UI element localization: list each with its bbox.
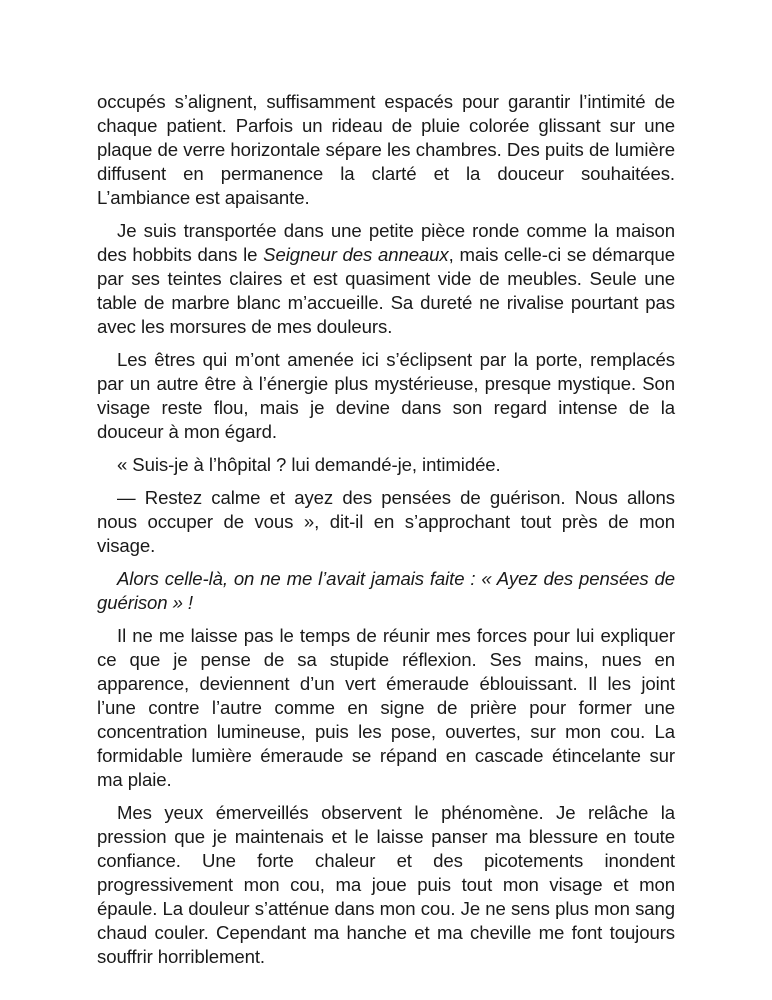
page-body — [97, 90, 675, 978]
paragraph-2 — [97, 219, 675, 339]
paragraph-8: Mes yeux émerveillés observent le phénomène. Je relâche la pression que je maintenais et le laisse panser ma blessure en toute confiance. Une forte chaleur et des picotements inondent progressivement mon cou, ma joue puis tout mon visage et mon épaule. La douleur s’atténue dans mon cou. Je ne sens plus mon sang chaud couler. Cependant ma hanche et ma cheville me font toujours souffrir horriblement. — [97, 802, 675, 967]
paragraph-5-dialogue: — Restez calme et ayez des pensées de guérison. Nous allons nous occuper de vous », dit-il en s’approchant tout près de mon visage. — [97, 487, 675, 556]
paragraph-7: Il ne me laisse pas le temps de réunir mes forces pour lui expliquer ce que je pense de sa stupide réflexion. Ses mains, nues en apparence, deviennent d’un vert émeraude éblouissant. Il les joint l’une contre l’autre comme en signe de prière pour former une concentration lumineuse, puis les pose, ouvertes, sur mon cou. La formidable lumière émeraude se répand en cascade étincelante sur ma plaie. — [97, 625, 675, 790]
paragraph-2-start: Je suis transportée dans une petite pièce ronde comme la maison des hobbits dans le — [97, 220, 675, 265]
paragraph-3: Les êtres qui m’ont amenée ici s’éclipsent par la porte, remplacés par un autre être à l’énergie plus mystérieuse, presque mystique. Son visage reste flou, mais je devine dans son regard intense de la douceur à mon égard. — [97, 349, 675, 442]
paragraph-6-thought: Alors celle-là, on ne me l’avait jamais faite : « Ayez des pensées de guérison » ! — [97, 568, 675, 613]
paragraph-2-end: , mais celle-ci se démarque par ses teintes claires et est quasiment vide de meubles. Seule une table de marbre blanc m’accueille. Sa dureté ne rivalise pourtant pas avec les morsures de mes douleurs. — [97, 244, 675, 337]
paragraph-1: occupés s’alignent, suffisamment espacés pour garantir l’intimité de chaque patient. Parfois un rideau de pluie colorée glissant sur une plaque de verre horizontale sépare les chambres. Des puits de lumière diffusent en permanence la clarté et la douceur souhaitées. L’ambiance est apaisante. — [97, 91, 675, 208]
book-title-emphasis: Seigneur des anneaux — [263, 244, 449, 265]
paragraph-4-dialogue: « Suis-je à l’hôpital ? lui demandé-je, intimidée. — [117, 454, 501, 475]
